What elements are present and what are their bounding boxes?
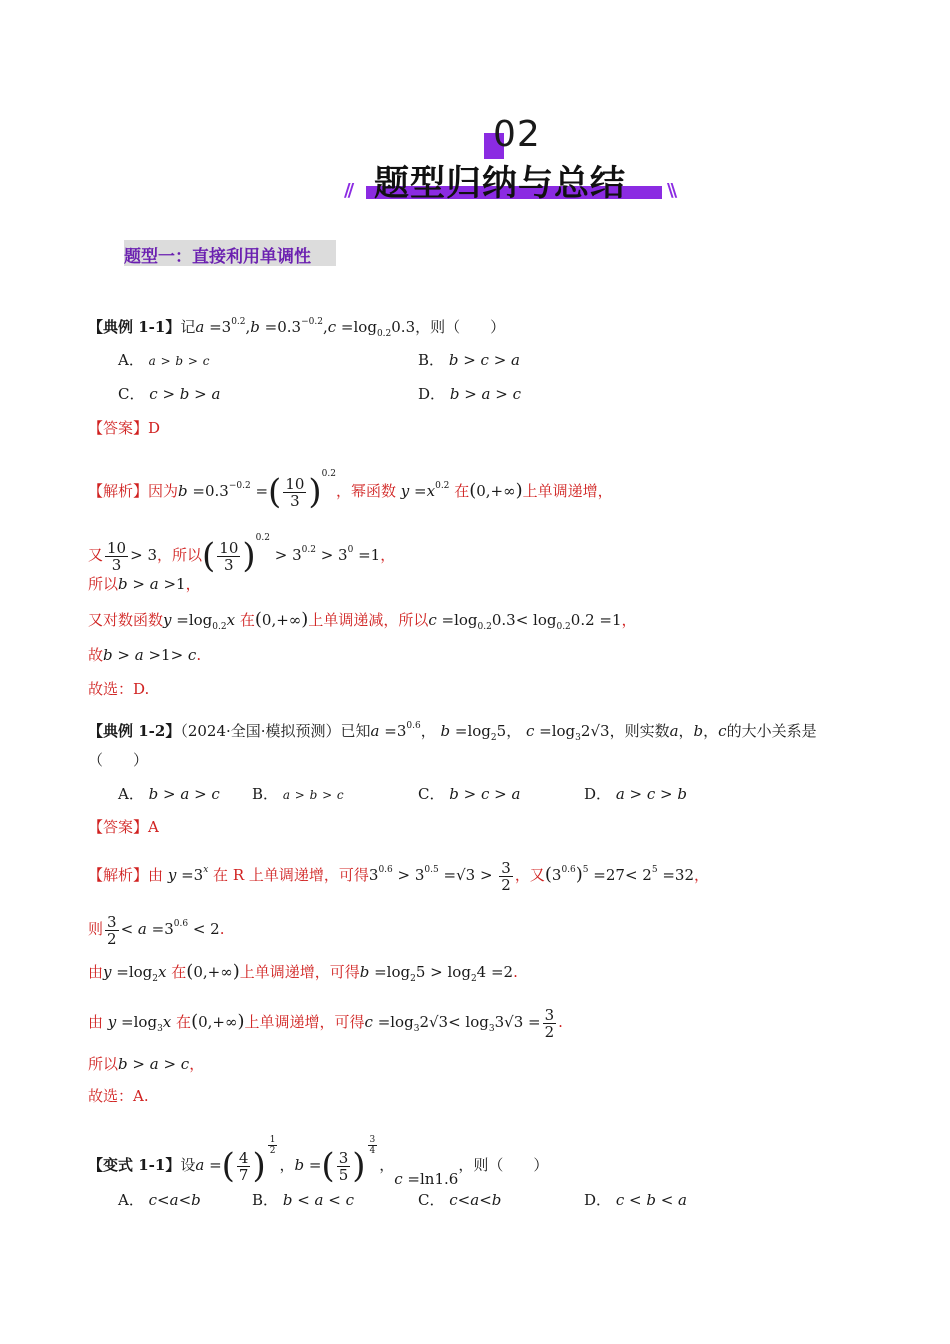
ex12-analysis-4: 由 $y =\log_3x$ 在(0,+∞)上单调递增，可得$c =\log_32√3< \log_33√3$ = $\frac{3}{2}$ . — [88, 1005, 563, 1041]
section-title: 题型一：直接利用单调性 — [124, 247, 311, 267]
header-title: 题型归纳与总结 — [374, 164, 627, 204]
var11-option-a[interactable]: A． c<a<b — [118, 1191, 201, 1209]
ex12-option-b[interactable]: B． a > b > c — [252, 785, 344, 803]
ex11-analysis-5: 故b > a >1> c. — [88, 646, 202, 664]
ex11-analysis-3: 所以b > a >1， — [88, 575, 201, 593]
ex12-option-c[interactable]: C． b > c > a — [418, 785, 521, 803]
ex12-analysis-5: 所以b > a > c， — [88, 1055, 205, 1073]
ex12-conclusion: 故选：A. — [88, 1087, 149, 1105]
ex11-answer: 【答案】D — [88, 419, 161, 437]
var11-option-b[interactable]: B． b < a < c — [252, 1191, 354, 1209]
ex11-option-c[interactable]: C． c > b > a — [118, 385, 221, 403]
ex11-stem: 【典例 1-1】记$a =3^{0.2},b =0.3^{-0.2},c =\log_{0.2}0.3$，则（ ） — [88, 317, 506, 339]
var11-option-d[interactable]: D． c < b < a — [584, 1191, 687, 1209]
ex12-analysis-1: 【解析】由 $y =3^x$ 在 R 上单调递增，可得$3^{0.6} > 3^{0.5} =√3$ > $\frac{3}{2}$ ，又$(3^{0.6})^5 =27< 2^5 =32$， — [88, 858, 710, 894]
ex11-analysis-1: 【解析】因为$b =0.3^{-0.2}$ =( $\frac{10}{3}$ )$^{0.2}$，幂函数 $y =x^{0.2}$ 在(0,+∞)上单调递增， — [88, 469, 613, 512]
ex11-analysis-2: 又 $\frac{10}{3}$ > 3，所以( $\frac{10}{3}$ )$^{0.2} > 3^{0.2} > 3^0 =1$， — [88, 533, 396, 576]
var11-stem: 【变式 1-1】设a =( $\frac{4}{7}$ ) $^{\frac{1}{2}}$ ，b =( $\frac{3}{5}$ ) $^{\frac{3}{4}}$ ，c =ln1.6，则（ ） — [88, 1135, 549, 1188]
ex11-option-d[interactable]: D． b > a > c — [418, 385, 521, 403]
ex12-stem: 【典例 1-2】（2024·全国·模拟预测）已知$a =3^{0.6}$， $b =\log_25$， $c =\log_32√3$，则实数a，b，c的大小关系是 — [88, 721, 817, 743]
ex12-tag: 【典例 1-2】 — [88, 722, 181, 740]
ex12-paren: （ ） — [88, 751, 149, 769]
ex12-analysis-2: 则 $\frac{3}{2}$ < $a =3^{0.6} < 2$. — [88, 912, 225, 948]
ex11-tag: 【典例 1-1】 — [88, 318, 181, 336]
var11-option-c[interactable]: C． c<a<b — [418, 1191, 502, 1209]
ex12-answer: 【答案】A — [88, 818, 159, 836]
ex12-option-a[interactable]: A． b > a > c — [118, 785, 220, 803]
var11-tag: 【变式 1-1】 — [88, 1156, 181, 1174]
ex12-option-d[interactable]: D． a > c > b — [584, 785, 687, 803]
ex11-analysis-4: 又对数函数$y =\log_{0.2}x$ 在(0,+∞)上单调递减，所以$c =\log_{0.2}0.3< \log_{0.2}0.2 =1$， — [88, 609, 637, 632]
header-number: 02 — [493, 114, 541, 155]
ex11-option-b[interactable]: B． b > c > a — [418, 351, 520, 369]
ex12-analysis-3: 由$y =\log_2x$ 在(0,+∞)上单调递增，可得$b =\log_25 > \log_24 =2$. — [88, 961, 518, 984]
ex11-option-a[interactable]: A． a > b > c — [118, 351, 210, 369]
header-deco-left: // — [344, 180, 352, 201]
ex11-conclusion: 故选：D. — [88, 680, 150, 698]
header-deco-right: \\ — [667, 180, 675, 201]
